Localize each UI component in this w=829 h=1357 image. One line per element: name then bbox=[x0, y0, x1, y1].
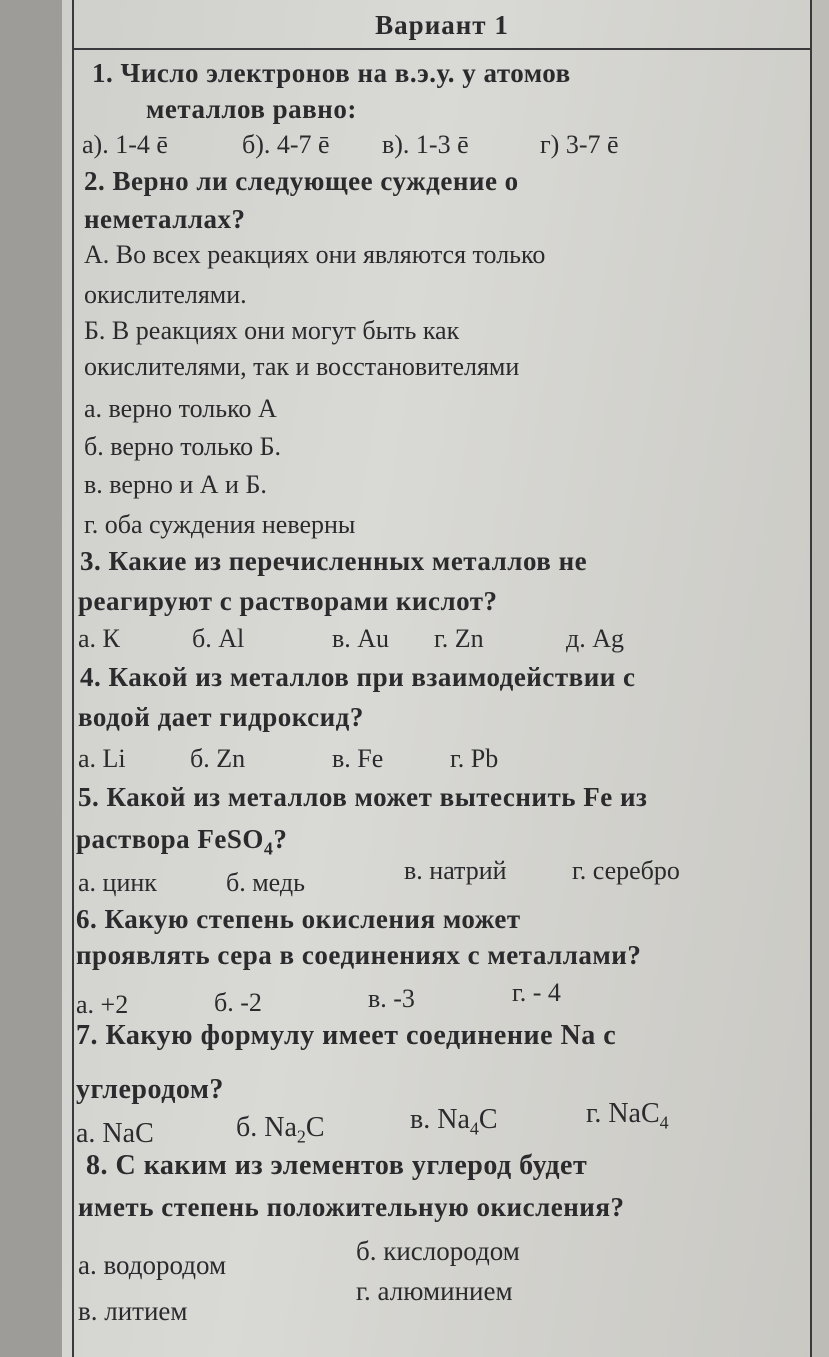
q1-option-d: г) 3-7 ē bbox=[540, 130, 619, 159]
q4-option-d: г. Pb bbox=[450, 744, 499, 773]
q3-option-d: г. Zn bbox=[434, 624, 484, 653]
q6-line2: проявлять сера в соединениях с металлами? bbox=[76, 940, 642, 970]
q8-option-d: г. алюминием bbox=[356, 1276, 513, 1306]
q2-option-d: г. оба суждения неверны bbox=[84, 510, 356, 539]
q6-option-a: а. +2 bbox=[76, 990, 129, 1019]
q1-line2: металлов равно: bbox=[146, 94, 357, 124]
q5-option-a: а. цинк bbox=[78, 868, 157, 897]
q7-option-c-tail: C bbox=[478, 1104, 498, 1135]
q8-line2: иметь степень положительную окисления? bbox=[78, 1192, 625, 1222]
q5-line1: 5. Какой из металлов может вытеснить Fe из bbox=[78, 782, 648, 812]
q3-option-a: а. К bbox=[78, 624, 120, 653]
variant-title: Вариант 1 bbox=[74, 0, 810, 50]
q4-line1: 4. Какой из металлов при взаимодействии с bbox=[80, 662, 636, 692]
q7-option-d bbox=[586, 1098, 669, 1134]
q5-line2 bbox=[76, 824, 287, 859]
q7-option-d-text: г. NaC bbox=[586, 1098, 660, 1129]
q8-line1: 8. С каким из элементов углерод будет bbox=[86, 1150, 588, 1181]
q4-option-c: в. Fe bbox=[332, 744, 384, 773]
q7-option-b-tail: C bbox=[305, 1112, 325, 1143]
q5-line2-text: раствора FeSO bbox=[76, 824, 264, 854]
q8-option-a: а. водородом bbox=[78, 1250, 227, 1280]
q5-subscript: 4 bbox=[263, 838, 274, 859]
q2-statement-b-line1: Б. В реакциях они могут быть как bbox=[84, 316, 460, 345]
q6-line1: 6. Какую степень окисления может bbox=[76, 904, 521, 934]
q3-option-e: д. Ag bbox=[566, 624, 625, 653]
q7-option-c-subscript: 4 bbox=[469, 1118, 479, 1139]
q3-line1: 3. Какие из перечисленных металлов не bbox=[80, 546, 588, 576]
q5-option-d: г. серебро bbox=[572, 856, 680, 885]
q7-option-d-subscript: 4 bbox=[659, 1112, 669, 1133]
q2-line2: неметаллах? bbox=[84, 204, 246, 234]
q4-option-b: б. Zn bbox=[190, 744, 246, 773]
q7-option-c-text: в. Na bbox=[410, 1104, 470, 1135]
q8-option-b: б. кислородом bbox=[356, 1236, 520, 1266]
q4-option-a: а. Li bbox=[78, 744, 126, 773]
q2-option-c: в. верно и А и Б. bbox=[84, 470, 267, 499]
q6-option-b: б. -2 bbox=[214, 988, 262, 1017]
q7-option-b-text: б. Na bbox=[236, 1112, 297, 1143]
q8-option-c: в. литием bbox=[78, 1296, 188, 1326]
q2-statement-b-line2: окислителями, так и восстановителями bbox=[84, 352, 520, 381]
q1-line1: 1. Число электронов на в.э.у. у атомов bbox=[92, 58, 571, 88]
q2-statement-a-line1: А. Во всех реакциях они являются только bbox=[84, 240, 546, 269]
q6-option-c: в. -3 bbox=[368, 984, 415, 1013]
q2-line1: 2. Верно ли следующее суждение о bbox=[84, 166, 519, 196]
q2-option-a: а. верно только А bbox=[84, 394, 277, 423]
q3-option-c: в. Au bbox=[332, 624, 390, 653]
q1-option-a: а). 1-4 ē bbox=[82, 130, 168, 159]
q1-option-b: б). 4-7 ē bbox=[242, 130, 330, 159]
q5-option-b: б. медь bbox=[226, 868, 305, 897]
q3-option-b: б. Al bbox=[192, 624, 245, 653]
q5-option-c: в. натрий bbox=[404, 856, 507, 885]
q3-line2: реагируют с растворами кислот? bbox=[78, 586, 498, 616]
q1-option-c: в). 1-3 ē bbox=[382, 130, 469, 159]
q4-line2: водой дает гидроксид? bbox=[78, 702, 364, 732]
q2-statement-a-line2: окислителями. bbox=[84, 280, 247, 309]
q2-option-b: б. верно только Б. bbox=[84, 432, 282, 461]
q7-option-c bbox=[410, 1104, 498, 1140]
q7-line2: углеродом? bbox=[76, 1074, 224, 1105]
q6-option-d: г. - 4 bbox=[512, 978, 561, 1007]
q5-question-mark: ? bbox=[273, 824, 288, 854]
q7-line1: 7. Какую формулу имеет соединение Na с bbox=[76, 1020, 617, 1051]
q7-option-b bbox=[236, 1112, 325, 1148]
q7-option-a: а. NaC bbox=[76, 1118, 154, 1149]
q7-option-b-subscript: 2 bbox=[296, 1126, 306, 1147]
